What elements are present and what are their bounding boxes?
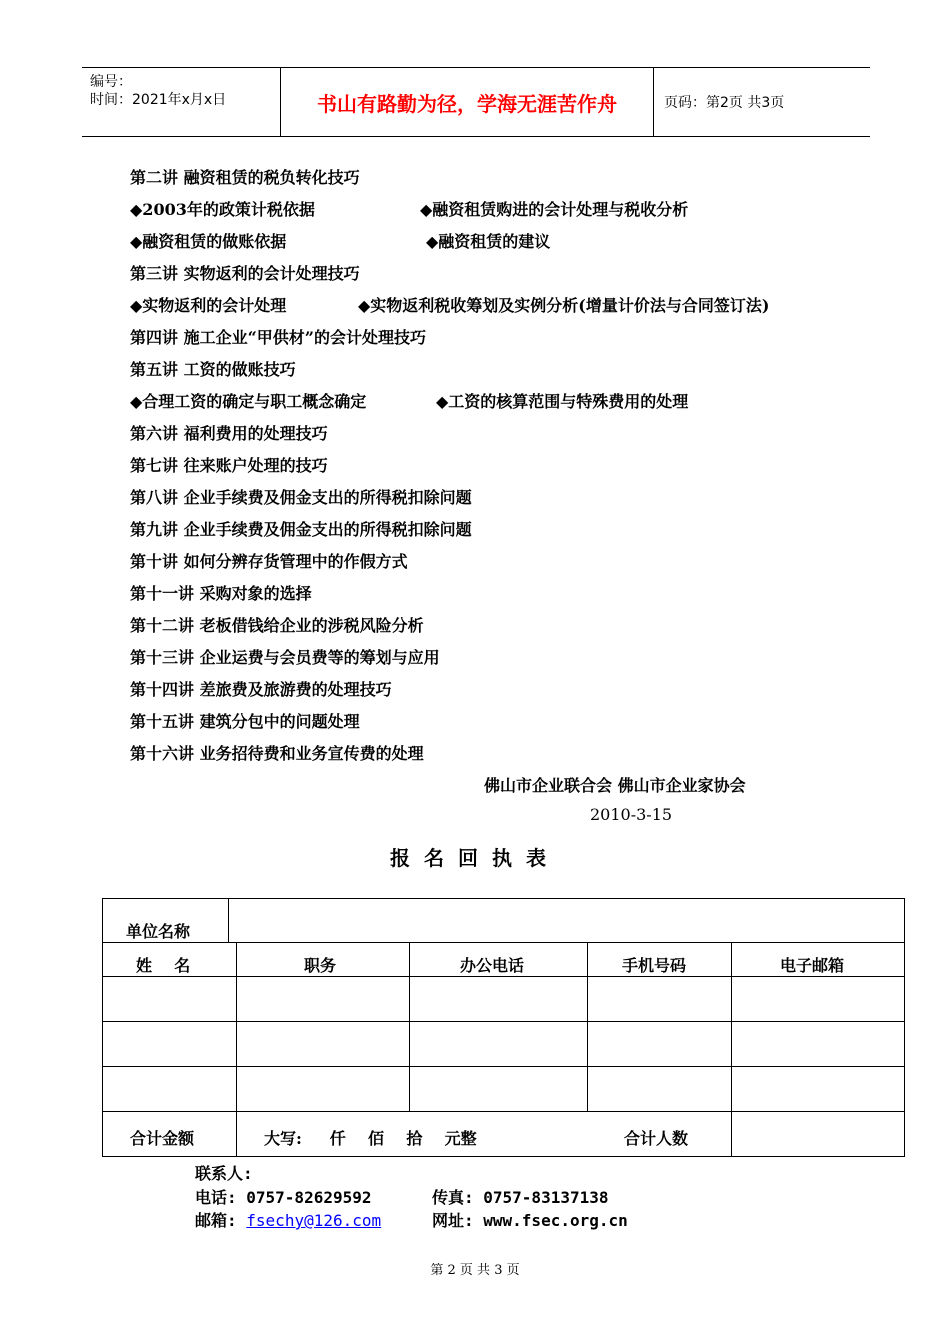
lecture-5: 第五讲 工资的做账技巧 [130, 360, 296, 379]
bullet-item: ◆实物返利税收筹划及实例分析(增量计价法与合同签订法) [358, 296, 770, 315]
lecture-3: 第三讲 实物返利的会计处理技巧 [130, 264, 360, 283]
col-name: 姓 名 [136, 956, 191, 975]
bullet-line [130, 198, 689, 222]
lecture-16: 第十六讲 业务招待费和业务宣传费的处理 [130, 744, 424, 763]
form-title: 报名回执表 [390, 846, 560, 870]
col-office-phone: 办公电话 [460, 956, 525, 975]
table-row[interactable] [103, 1022, 904, 1066]
lecture-8: 第八讲 企业手续费及佣金支出的所得税扣除问题 [130, 488, 472, 507]
capital-amount-label: 大写: 仟 佰 拾 元整 [264, 1129, 477, 1148]
unit-name-field[interactable] [229, 899, 904, 942]
bullet-line [130, 294, 770, 318]
bullet-item: ◆融资租赁的做账依据 [130, 232, 287, 251]
lecture-13: 第十三讲 企业运费与会员费等的筹划与应用 [130, 648, 440, 667]
lecture-10: 第十讲 如何分辨存货管理中的作假方式 [130, 552, 408, 571]
lecture-6: 第六讲 福利费用的处理技巧 [130, 424, 328, 443]
table-row[interactable] [103, 977, 904, 1021]
table-border [904, 898, 905, 1157]
lecture-2: 第二讲 融资租赁的税负转化技巧 [130, 168, 360, 187]
time-label: 时间：2021年x月x日 [90, 92, 227, 108]
lecture-15: 第十五讲 建筑分包中的问题处理 [130, 712, 360, 731]
bullet-item: ◆实物返利的会计处理 [130, 296, 287, 315]
bullet-line [130, 230, 551, 254]
lecture-9: 第九讲 企业手续费及佣金支出的所得税扣除问题 [130, 520, 472, 539]
page-header [82, 67, 870, 137]
number-label: 编号： [90, 74, 132, 90]
header-motto: 书山有路勤为径，学海无涯苦作舟 [281, 68, 654, 136]
email-label: 邮箱: [195, 1211, 237, 1230]
registration-table [102, 898, 905, 1157]
table-rule [102, 942, 905, 943]
lecture-11: 第十一讲 采购对象的选择 [130, 584, 312, 603]
lecture-7: 第七讲 往来账户处理的技巧 [130, 456, 328, 475]
lecture-14: 第十四讲 差旅费及旅游费的处理技巧 [130, 680, 392, 699]
table-row[interactable] [103, 1067, 904, 1111]
col-position: 职务 [304, 956, 337, 975]
issue-date: 2010-3-15 [590, 805, 673, 824]
lecture-12: 第十二讲 老板借钱给企业的涉税风险分析 [130, 616, 424, 635]
organizer: 佛山市企业联合会 佛山市企业家协会 [484, 776, 746, 795]
bullet-line [130, 390, 689, 414]
table-border [102, 1156, 905, 1157]
header-page-label: 页码：第2页 共3页 [664, 95, 785, 111]
total-amount-label: 合计金额 [130, 1129, 195, 1148]
contact-website: 网址: www.fsec.org.cn [432, 1211, 628, 1230]
total-people-field[interactable] [732, 1112, 904, 1156]
contact-person: 联系人: [195, 1164, 253, 1183]
bullet-item: ◆融资租赁的建议 [426, 232, 551, 251]
page-footer: 第 2 页 共 3 页 [430, 1263, 520, 1278]
bullet-item: ◆工资的核算范围与特殊费用的处理 [436, 392, 689, 411]
bullet-item: ◆2003年的政策计税依据 [130, 200, 315, 219]
total-people-label: 合计人数 [624, 1129, 689, 1148]
col-mobile: 手机号码 [622, 956, 687, 975]
col-email: 电子邮箱 [780, 956, 845, 975]
contact-email-row [195, 1208, 381, 1231]
bullet-item: ◆融资租赁购进的会计处理与税收分析 [420, 200, 689, 219]
email-link[interactable]: fsechy@126.com [246, 1211, 382, 1230]
contact-fax: 传真: 0757-83137138 [432, 1188, 609, 1207]
bullet-item: ◆合理工资的确定与职工概念确定 [130, 392, 367, 411]
lecture-4: 第四讲 施工企业“甲供材”的会计处理技巧 [130, 328, 426, 347]
contact-phone: 电话: 0757-82629592 [195, 1188, 372, 1207]
unit-name-label: 单位名称 [126, 922, 191, 941]
header-meta [82, 68, 281, 136]
